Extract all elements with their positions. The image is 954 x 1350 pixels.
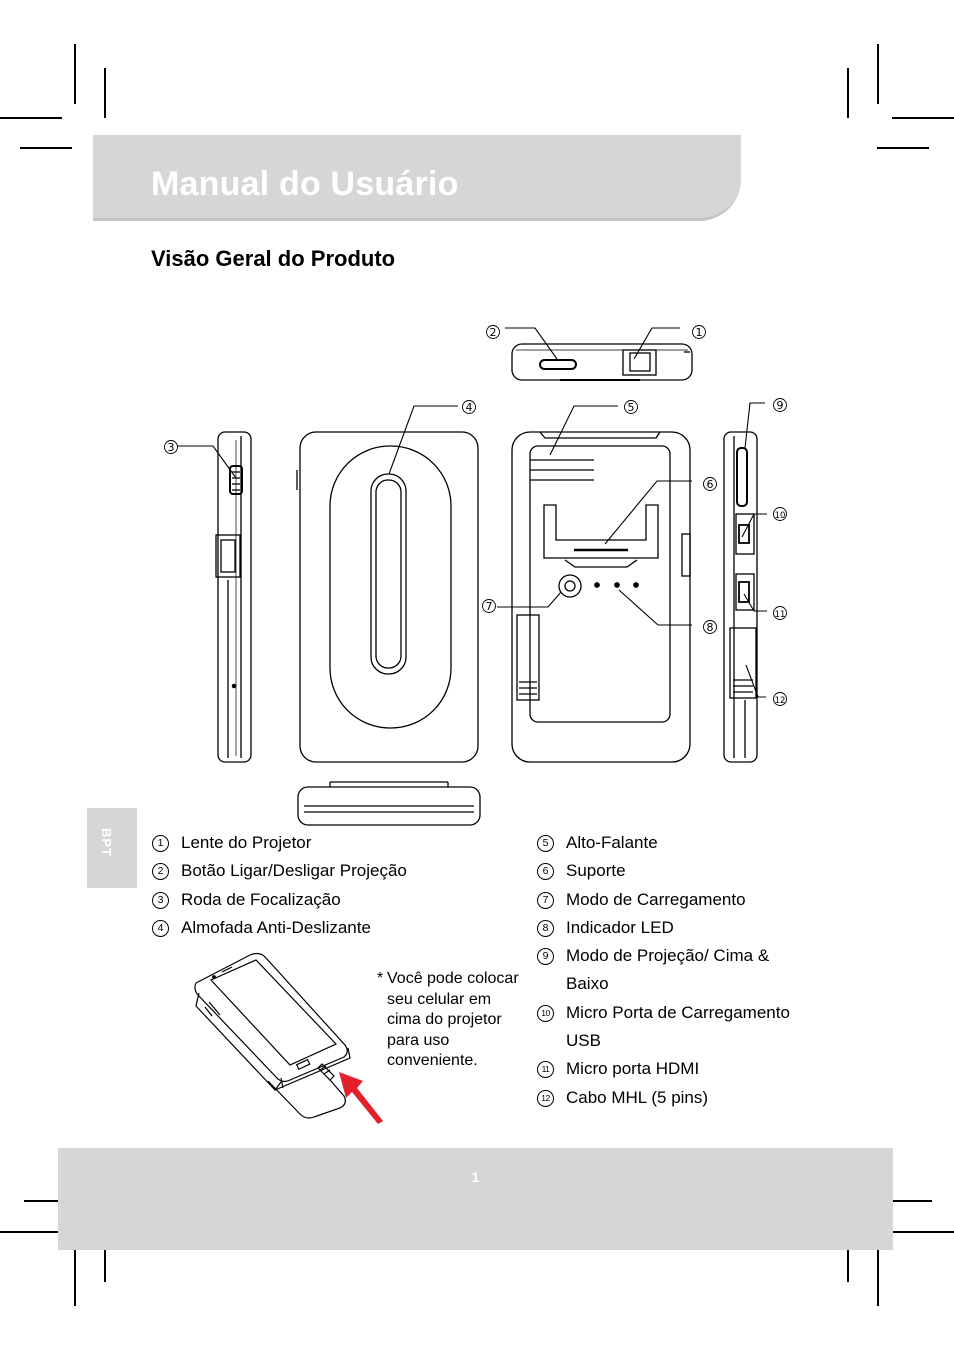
list-item	[537, 914, 790, 942]
phone-on-projector-illustration	[195, 954, 350, 1118]
item-label: Modo de Carregamento	[566, 889, 746, 909]
callout-9: 9	[776, 399, 784, 412]
callout-12: 12	[774, 696, 786, 706]
parts-list-right	[537, 829, 790, 1112]
language-tab	[87, 808, 137, 888]
item-label: Alto-Falante	[566, 833, 658, 852]
list-item	[537, 942, 790, 970]
list-item	[537, 829, 790, 857]
list-item-continuation	[537, 1027, 790, 1055]
callout-6: 6	[706, 478, 714, 491]
item-number: 4	[152, 920, 169, 937]
item-label-continuation: USB	[566, 1031, 601, 1051]
callout-8: 8	[706, 621, 714, 634]
list-item	[537, 857, 790, 885]
bottom-view-illustration	[298, 782, 480, 825]
item-number: 7	[537, 892, 554, 909]
item-label: Micro porta HDMI	[566, 1059, 700, 1079]
item-number: 2	[152, 863, 169, 880]
callout-4: 4	[465, 401, 473, 414]
red-arrow-icon	[339, 1072, 383, 1124]
list-item	[152, 914, 407, 942]
item-number: 1	[152, 835, 169, 852]
list-item	[537, 1055, 790, 1083]
front-view-illustration	[297, 432, 478, 762]
list-item	[537, 999, 790, 1027]
callout-3: 3	[167, 441, 175, 454]
item-number: 6	[537, 863, 554, 880]
callout-2: 2	[489, 326, 497, 339]
note-asterisk: *	[377, 970, 384, 987]
callout-10: 10	[774, 511, 786, 521]
item-number: 5	[537, 835, 554, 852]
footer-band	[58, 1148, 893, 1250]
item-label: Botão Ligar/Desligar Projeção	[181, 861, 407, 881]
list-item	[152, 886, 407, 914]
item-label: Suporte	[566, 861, 626, 881]
item-number: 9	[537, 948, 554, 965]
list-item-continuation	[537, 970, 790, 998]
item-label: Indicador LED	[566, 917, 674, 937]
item-number: 12	[537, 1090, 554, 1107]
item-label-continuation: Baixo	[566, 974, 609, 994]
list-item	[537, 1084, 790, 1112]
list-item	[152, 857, 407, 885]
callout-11: 11	[774, 610, 786, 620]
left-side-view	[216, 432, 251, 762]
item-label: Almofada Anti-Deslizante	[181, 917, 371, 937]
section-title: Visão Geral do Produto	[151, 246, 396, 271]
list-item	[537, 886, 790, 914]
language-tab-label: BPT	[99, 828, 114, 857]
callout-7: 7	[485, 600, 493, 613]
parts-list-left	[152, 829, 407, 942]
note-text: Você pode colocar seu celular em cima do projetor para uso conveniente.	[387, 970, 519, 1069]
item-label: Lente do Projetor	[181, 833, 312, 852]
callout-5: 5	[627, 401, 635, 414]
callout-1: 1	[695, 326, 703, 339]
list-item	[152, 829, 407, 857]
page-number: 1	[471, 1169, 480, 1185]
page-title: Manual do Usuário	[151, 165, 459, 203]
right-side-view	[724, 432, 757, 762]
item-label: Micro Porta de Carregamento	[566, 1002, 790, 1022]
callout-markers	[165, 326, 787, 706]
leader-lines	[177, 328, 767, 697]
item-label: Cabo MHL (5 pins)	[566, 1087, 709, 1107]
item-number: 3	[152, 892, 169, 909]
item-number: 11	[537, 1061, 554, 1078]
item-label: Roda de Focalização	[181, 889, 341, 909]
top-view-illustration	[512, 344, 692, 380]
item-number: 8	[537, 920, 554, 937]
item-number: 10	[537, 1005, 554, 1022]
item-label: Modo de Projeção/ Cima &	[566, 946, 770, 966]
